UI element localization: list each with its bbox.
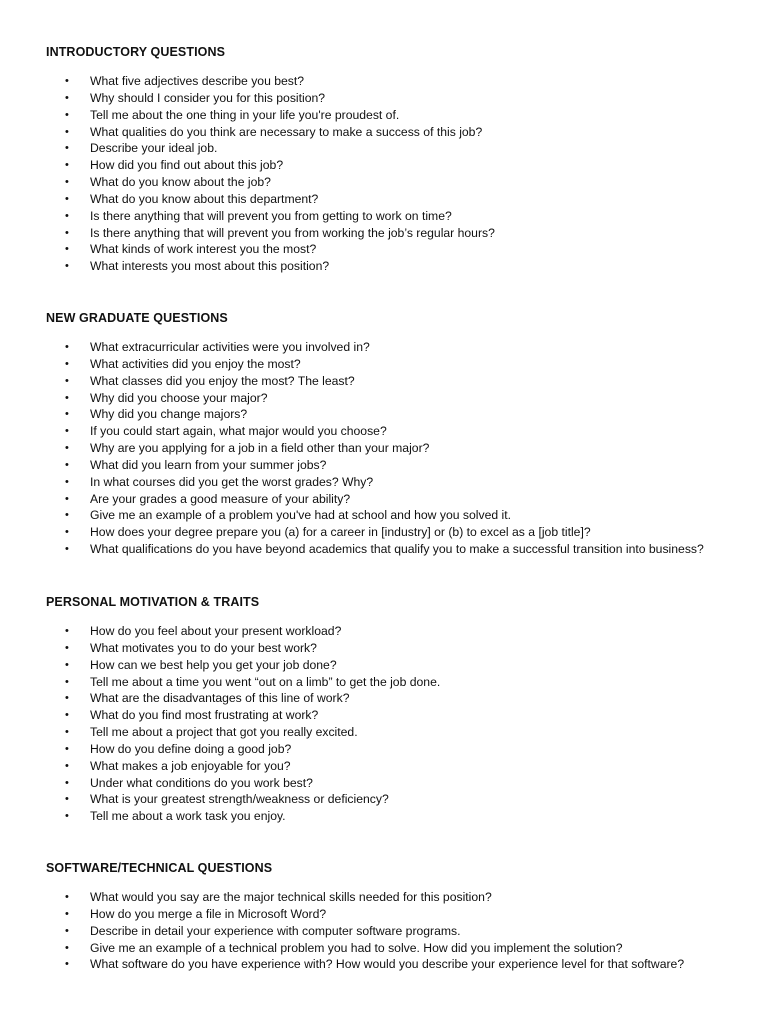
question-text: What do you know about the job? <box>90 175 271 190</box>
question-text: What qualifications do you have beyond academics that qualify you to make a successful transition into business? <box>90 542 704 557</box>
bullet-icon: • <box>65 142 69 155</box>
question-text: Describe your ideal job. <box>90 141 218 156</box>
bullet-icon: • <box>65 408 69 421</box>
bullet-icon: • <box>65 91 69 104</box>
question-text: Give me an example of a technical problem you had to solve. How did you implement the solution? <box>90 940 623 955</box>
question-text: What qualities do you think are necessary to make a success of this job? <box>90 124 483 139</box>
bullet-icon: • <box>65 357 69 370</box>
list-item <box>46 208 756 225</box>
question-text: What do you know about this department? <box>90 191 319 206</box>
question-text: If you could start again, what major would you choose? <box>90 424 387 439</box>
question-text: In what courses did you get the worst grades? Why? <box>90 474 374 489</box>
list-item <box>46 423 756 440</box>
bullet-icon: • <box>65 891 69 903</box>
list-item <box>46 174 756 191</box>
bullet-icon: • <box>65 709 69 722</box>
section-new-graduate-questions <box>46 310 756 558</box>
bullet-icon: • <box>65 958 69 971</box>
list-item <box>46 808 756 825</box>
list-item <box>46 889 756 906</box>
section-heading: INTRODUCTORY QUESTIONS <box>46 45 226 59</box>
question-text: What do you find most frustrating at work? <box>90 708 319 723</box>
list-item <box>46 390 756 407</box>
bullet-icon: • <box>65 492 69 505</box>
list-item <box>46 707 756 724</box>
question-text: How did you find out about this job? <box>90 158 284 173</box>
question-text: How can we best help you get your job done? <box>90 657 337 672</box>
section-heading: SOFTWARE/TECHNICAL QUESTIONS <box>46 861 273 875</box>
bullet-icon: • <box>65 675 69 688</box>
list-item <box>46 507 756 524</box>
question-text: What are the disadvantages of this line of work? <box>90 691 350 706</box>
list-item <box>46 90 756 107</box>
bullet-icon: • <box>65 641 69 654</box>
list-item <box>46 775 756 792</box>
bullet-icon: • <box>65 907 69 920</box>
section-heading: PERSONAL MOTIVATION & TRAITS <box>46 595 260 609</box>
list-item <box>46 241 756 258</box>
bullet-icon: • <box>65 209 69 222</box>
bullet-icon: • <box>65 742 69 755</box>
question-text: Tell me about a work task you enjoy. <box>90 809 286 824</box>
list-item <box>46 225 756 242</box>
bullet-icon: • <box>65 759 69 772</box>
question-text: What did you learn from your summer jobs? <box>90 457 327 472</box>
list-item <box>46 940 756 957</box>
bullet-icon: • <box>65 226 69 239</box>
question-text: What extracurricular activities were you involved in? <box>90 340 370 354</box>
section-heading: NEW GRADUATE QUESTIONS <box>46 311 228 325</box>
list-item <box>46 107 756 124</box>
bullet-icon: • <box>65 341 69 353</box>
list-item <box>46 474 756 491</box>
question-text: What activities did you enjoy the most? <box>90 356 301 371</box>
list-item <box>46 640 756 657</box>
question-list <box>46 73 756 275</box>
bullet-icon: • <box>65 159 69 172</box>
question-list <box>46 889 756 973</box>
bullet-icon: • <box>65 425 69 438</box>
question-text: What software do you have experience with? How would you describe your experience level for that software? <box>90 957 685 972</box>
bullet-icon: • <box>65 475 69 488</box>
bullet-icon: • <box>65 374 69 387</box>
question-text: What interests you most about this position? <box>90 259 330 274</box>
bullet-icon: • <box>65 458 69 471</box>
question-text: What motivates you to do your best work? <box>90 640 317 655</box>
bullet-icon: • <box>65 810 69 823</box>
question-text: Tell me about a project that got you really excited. <box>90 725 358 740</box>
bullet-icon: • <box>65 625 69 637</box>
question-text: Tell me about the one thing in your life you're proudest of. <box>90 107 400 122</box>
bullet-icon: • <box>65 260 69 273</box>
list-item <box>46 124 756 141</box>
question-list <box>46 339 756 558</box>
list-item <box>46 690 756 707</box>
bullet-icon: • <box>65 776 69 789</box>
list-item <box>46 923 756 940</box>
question-text: Why did you choose your major? <box>90 390 268 405</box>
question-text: Tell me about a time you went “out on a limb” to get the job done. <box>90 674 441 689</box>
question-text: Why are you applying for a job in a field other than your major? <box>90 441 430 456</box>
list-item <box>46 356 756 373</box>
list-item <box>46 657 756 674</box>
question-list <box>46 623 756 825</box>
list-item <box>46 339 756 356</box>
bullet-icon: • <box>65 543 69 556</box>
bullet-icon: • <box>65 941 69 954</box>
bullet-icon: • <box>65 726 69 739</box>
bullet-icon: • <box>65 75 69 87</box>
question-text: What would you say are the major technical skills needed for this position? <box>90 890 492 904</box>
list-item <box>46 157 756 174</box>
question-text: Is there anything that will prevent you from working the job’s regular hours? <box>90 225 495 240</box>
section-introductory-questions <box>46 44 756 275</box>
section-software-technical-questions <box>46 860 756 973</box>
list-item <box>46 491 756 508</box>
list-item <box>46 791 756 808</box>
list-item <box>46 906 756 923</box>
list-item <box>46 724 756 741</box>
bullet-icon: • <box>65 692 69 705</box>
list-item <box>46 258 756 275</box>
list-item <box>46 191 756 208</box>
list-item <box>46 758 756 775</box>
list-item <box>46 440 756 457</box>
bullet-icon: • <box>65 176 69 189</box>
bullet-icon: • <box>65 125 69 138</box>
question-text: Give me an example of a problem you've had at school and how you solved it. <box>90 508 512 523</box>
bullet-icon: • <box>65 509 69 522</box>
bullet-icon: • <box>65 442 69 455</box>
bullet-icon: • <box>65 108 69 121</box>
question-text: What is your greatest strength/weakness or deficiency? <box>90 792 389 807</box>
question-text: Why should I consider you for this position? <box>90 90 326 105</box>
question-text: How does your degree prepare you (a) for a career in [industry] or (b) to excel as a [job title]? <box>90 525 591 540</box>
section-personal-motivation-traits <box>46 594 756 825</box>
question-text: What classes did you enjoy the most? The least? <box>90 373 355 388</box>
question-text: What makes a job enjoyable for you? <box>90 758 291 773</box>
bullet-icon: • <box>65 391 69 404</box>
question-text: How do you feel about your present workload? <box>90 624 342 638</box>
bullet-icon: • <box>65 658 69 671</box>
list-item <box>46 406 756 423</box>
question-text: Describe in detail your experience with computer software programs. <box>90 923 461 938</box>
bullet-icon: • <box>65 793 69 806</box>
bullet-icon: • <box>65 192 69 205</box>
bullet-icon: • <box>65 526 69 539</box>
list-item <box>46 623 756 640</box>
question-text: How do you define doing a good job? <box>90 741 292 756</box>
list-item <box>46 741 756 758</box>
question-text: What kinds of work interest you the most? <box>90 242 317 257</box>
question-text: How do you merge a file in Microsoft Word? <box>90 906 327 921</box>
question-text: Why did you change majors? <box>90 407 248 422</box>
list-item <box>46 956 756 973</box>
list-item <box>46 373 756 390</box>
question-text: Are your grades a good measure of your ability? <box>90 491 351 506</box>
list-item <box>46 457 756 474</box>
list-item <box>46 524 756 541</box>
question-text: What five adjectives describe you best? <box>90 74 305 88</box>
list-item <box>46 73 756 90</box>
question-text: Under what conditions do you work best? <box>90 775 313 790</box>
list-item <box>46 140 756 157</box>
list-item <box>46 674 756 691</box>
bullet-icon: • <box>65 243 69 256</box>
bullet-icon: • <box>65 924 69 937</box>
list-item <box>46 541 756 558</box>
question-text: Is there anything that will prevent you from getting to work on time? <box>90 208 452 223</box>
